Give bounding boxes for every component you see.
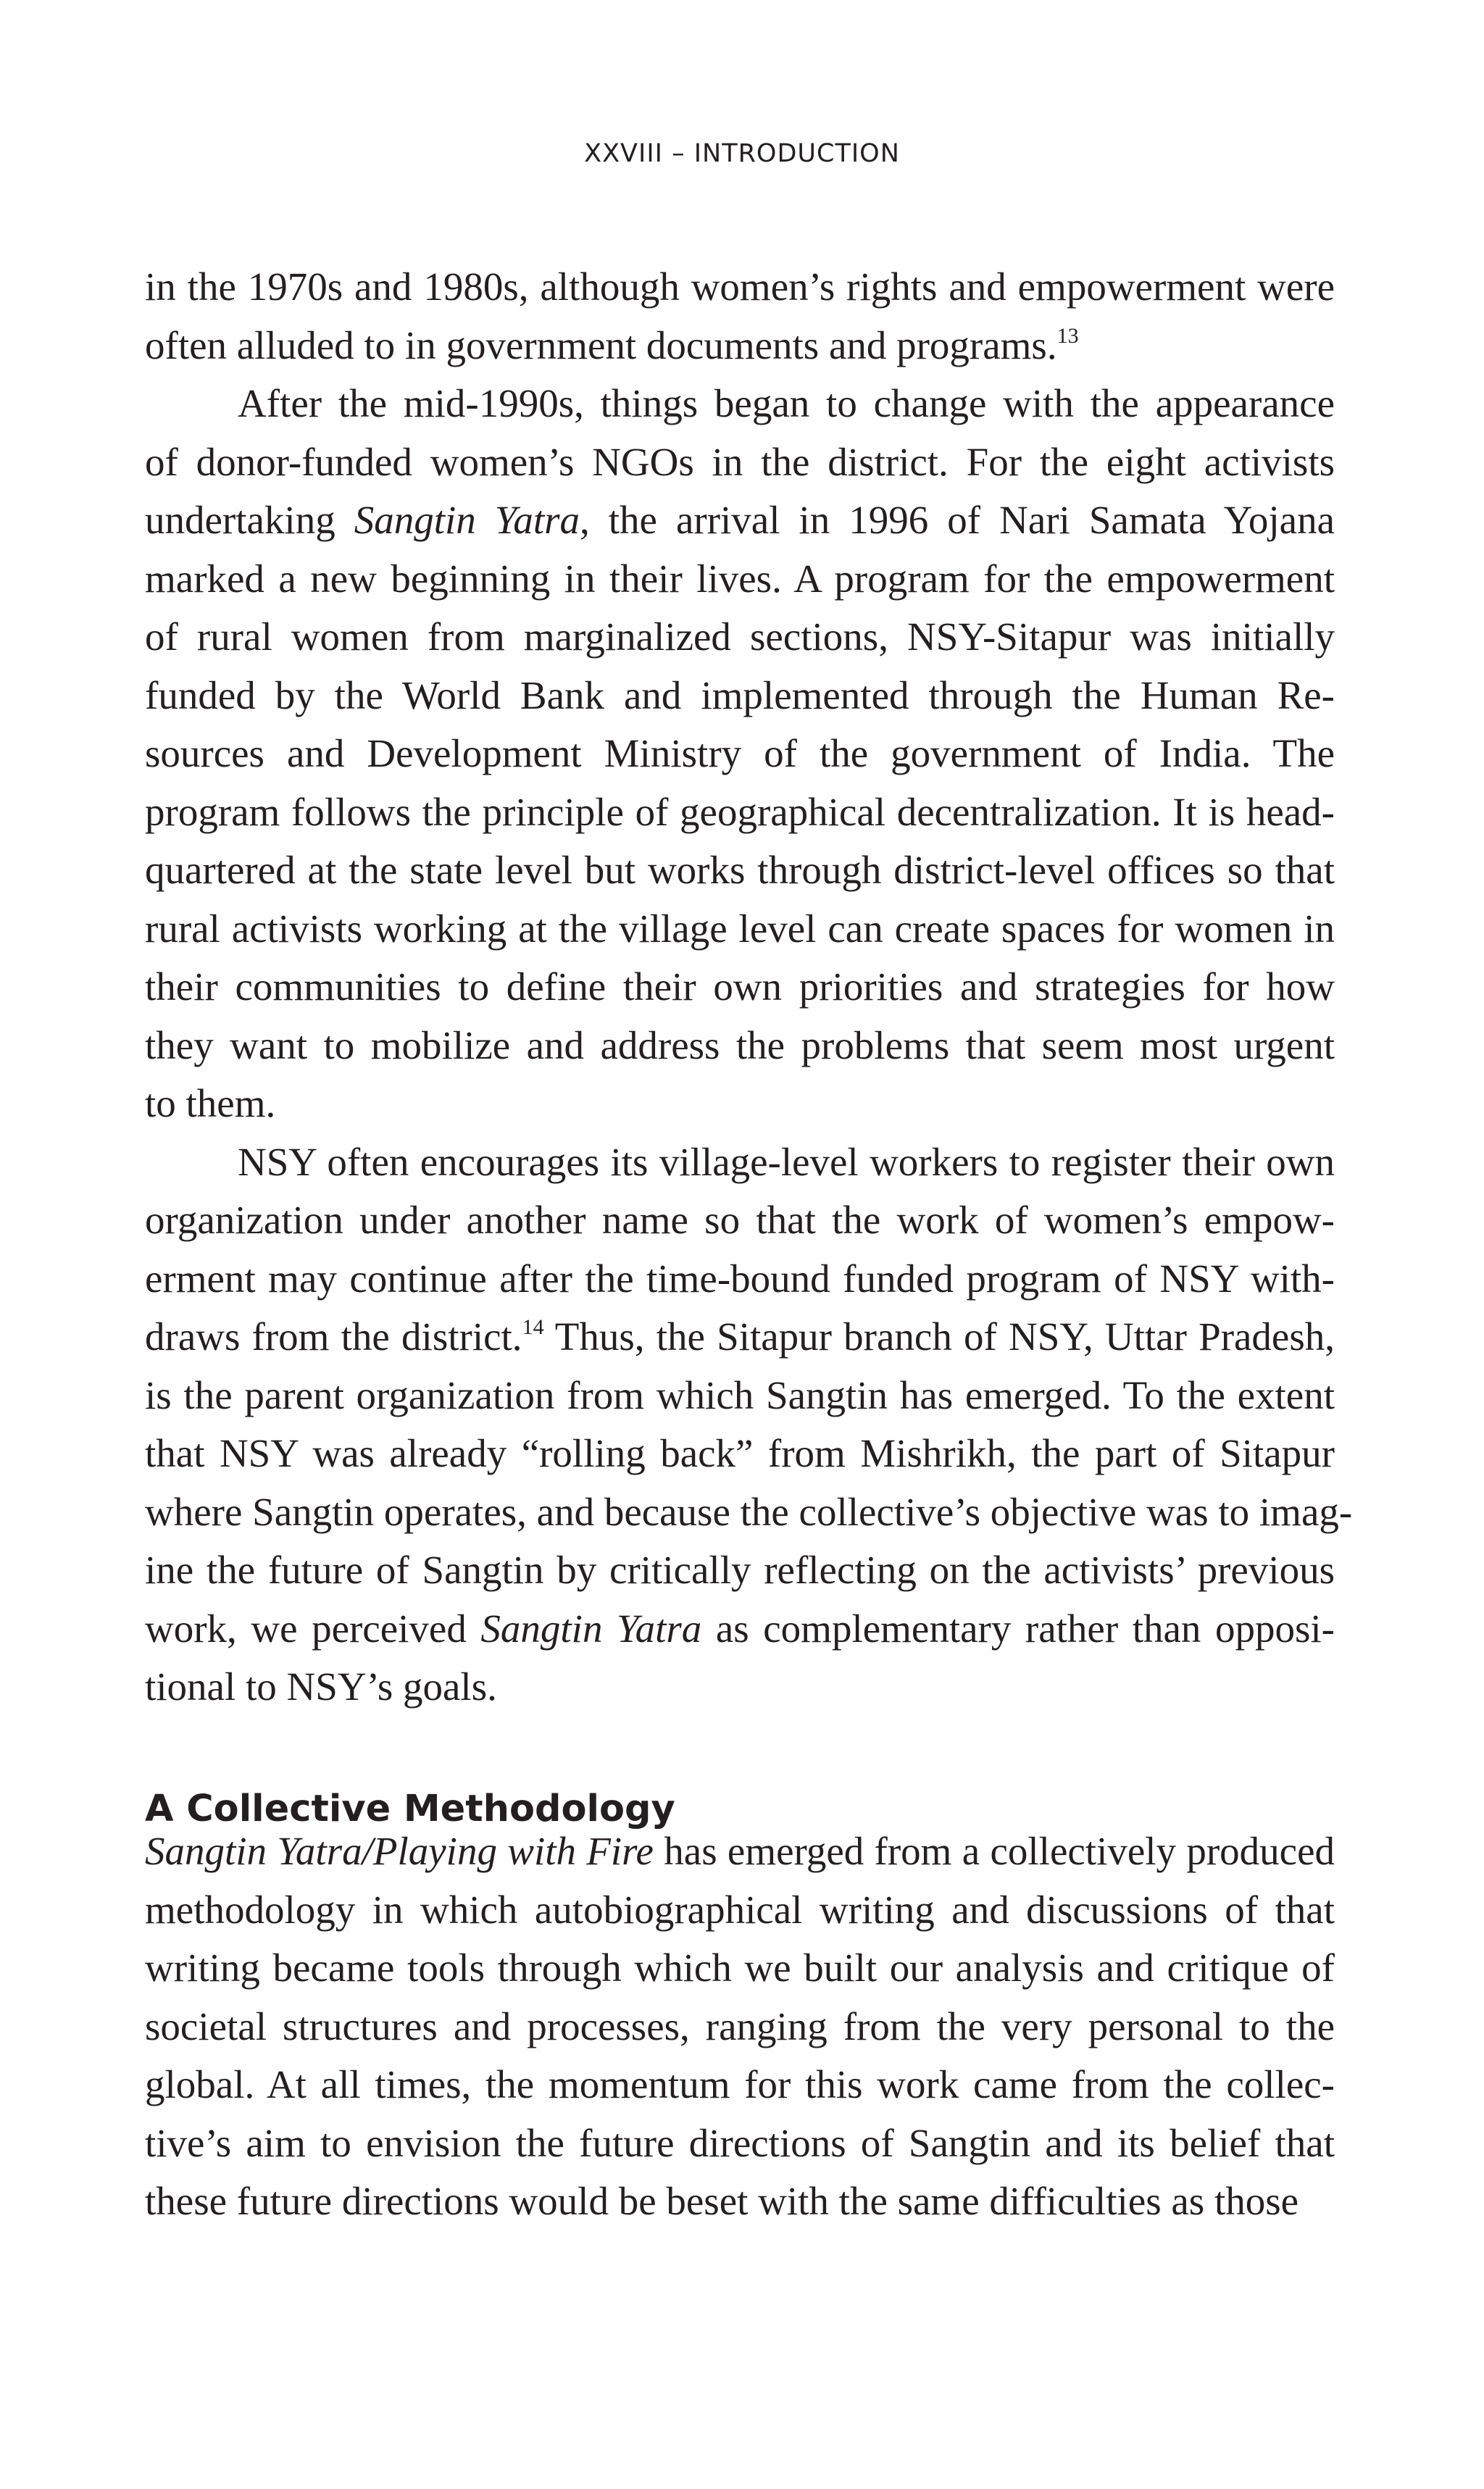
text-line: their communities to define their own priorities and strategies for how <box>145 964 1335 1009</box>
text-line: NSY often encourages its village-level workers to register their own <box>238 1139 1335 1184</box>
paragraph-p1 <box>145 258 1335 375</box>
text-line: erment may continue after the time-bound funded program of NSY with- <box>145 1256 1335 1301</box>
text-line: marked a new beginning in their lives. A program for the empowerment <box>145 556 1335 601</box>
text-line: undertaking Sangtin Yatra, the arrival in 1996 of Nari Samata Yojana <box>145 498 1335 542</box>
text-line: these future directions would be beset with the same difficulties as those <box>145 2179 1299 2223</box>
italic-title: Sangtin Yatra <box>354 498 580 542</box>
footnote-ref[interactable]: 13 <box>1056 323 1079 348</box>
text-line: organization under another name so that the work of women’s empow- <box>145 1198 1335 1242</box>
footnote-ref[interactable]: 14 <box>522 1315 544 1339</box>
text-line: they want to mobilize and address the problems that seem most urgent <box>145 1022 1335 1067</box>
text-line: work, we perceived Sangtin Yatra as complementary rather than opposi- <box>145 1606 1335 1651</box>
text-line: often alluded to in government documents and programs.$^{13}$ <box>145 322 1079 367</box>
italic-title: Sangtin Yatra <box>480 1606 702 1651</box>
text-line: After the mid-1990s, things began to change with the appearance <box>238 381 1335 425</box>
text-line: to them. <box>145 1081 276 1125</box>
text-line: ine the future of Sangtin by critically reflecting on the activists’ previous <box>145 1548 1335 1592</box>
text-line: funded by the World Bank and implemented through the Human Re- <box>145 672 1335 717</box>
text-line: global. At all times, the momentum for this work came from the collec- <box>145 2062 1335 2106</box>
text-line: methodology in which autobiographical writing and discussions of that <box>145 1887 1335 1932</box>
text-line: of donor-funded women’s NGOs in the district. For the eight activists <box>145 439 1335 484</box>
text-line: program follows the principle of geographical decentralization. It is head- <box>145 789 1335 834</box>
paragraph-p3 <box>145 1133 1353 1717</box>
text-line: societal structures and processes, ranging from the very personal to the <box>145 2004 1335 2048</box>
text-line: in the 1970s and 1980s, although women’s rights and empowerment were <box>145 264 1335 309</box>
paragraph-p2 <box>145 375 1335 1133</box>
text-line: that NSY was already “rolling back” from Mishrikh, the part of Sitapur <box>145 1431 1335 1475</box>
text-line: quartered at the state level but works through district-level offices so that <box>145 848 1335 892</box>
text-line: sources and Development Ministry of the government of India. The <box>145 731 1335 775</box>
text-line: Sangtin Yatra/Playing with Fire has emerged from a collectively produced <box>145 1829 1335 1873</box>
body-text-bottom <box>145 1822 1335 2231</box>
text-line: draws from the district.$^{14}$ Thus, the Sitapur branch of NSY, Uttar Pradesh, <box>145 1314 1335 1359</box>
section-heading: A Collective Methodology <box>145 1788 675 1830</box>
text-line: writing became tools through which we built our analysis and critique of <box>145 1946 1335 1990</box>
text-line: rural activists working at the village level can create spaces for women in <box>145 906 1335 951</box>
text-line: tional to NSY’s goals. <box>145 1664 497 1709</box>
body-text-top <box>145 258 1353 1717</box>
text-line: where Sangtin operates, and because the collective’s objective was to imag- <box>145 1489 1353 1534</box>
text-line: tive’s aim to envision the future directions of Sangtin and its belief that <box>145 2120 1335 2165</box>
text-line: of rural women from marginalized sections, NSY-Sitapur was initially <box>145 614 1335 659</box>
running-head: XXVIII – INTRODUCTION <box>584 139 900 168</box>
italic-title: Sangtin Yatra/Playing with Fire <box>145 1829 654 1873</box>
text-line: is the parent organization from which Sangtin has emerged. To the extent <box>145 1372 1335 1417</box>
paragraph-p4 <box>145 1822 1335 2231</box>
